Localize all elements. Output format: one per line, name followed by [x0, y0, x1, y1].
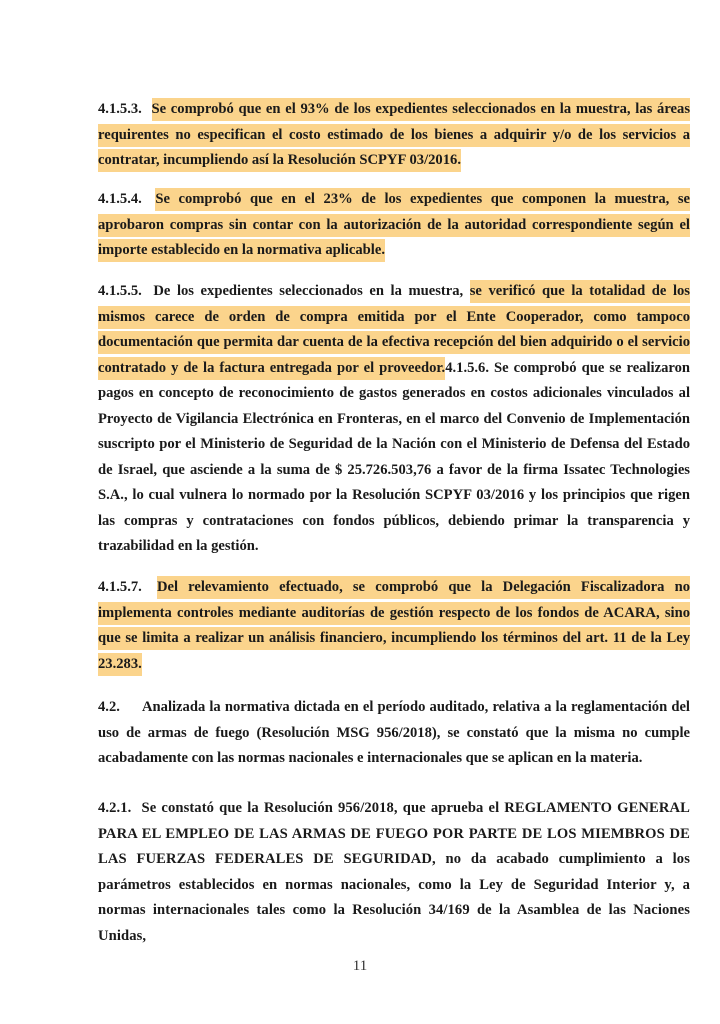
paragraph-4-1-5-6-text: 4.1.5.6. Se comprobó que se realizaron pagos en concepto de reconocimiento de gastos generados en costos adicionales vinculados al Proyecto de Vigilancia Electrónica en Fronteras, en el marco del Convenio de Implementación suscripto por el Ministerio de Seguridad de la Nación con el Ministerio de Defensa del Estado de Israel, que asciende a la suma de $ 25.726.503,76 a favor de la firma Issatec Technologies S.A., lo cual vulnera lo normado por la Resolución SCPYF 03/2016 y los principios que rigen las compras y contrataciones con fondos públicos, debiendo primar la transparencia y trazabilidad en la gestión. [98, 359, 690, 554]
paragraph-4-1-5-7 [98, 575, 690, 677]
paragraph-4-1-5-3 [98, 97, 690, 174]
highlighted-text: se verificó que la totalidad de los mismos carece de orden de compra emitida por el Ente Cooperador, como tampoco documentación que permita dar cuenta de la efectiva recepción del bien adquirido o el servicio contratado y de la factura entregada por el proveedor. [98, 280, 690, 380]
paragraph-number: 4.2. [98, 699, 120, 715]
highlighted-text: Se comprobó que en el 93% de los expedientes seleccionados en la muestra, las áreas requirentes no especifican el costo estimado de los bienes a adquirir y/o de los servicios a contratar, incumpliendo así la Resolución SCPYF 03/2016. [98, 98, 690, 172]
paragraph-4-2-1 [98, 796, 690, 949]
highlighted-text: Del relevamiento efectuado, se comprobó que la Delegación Fiscalizadora no implementa controles mediante auditorías de gestión respecto de los fondos de ACARA, sino que se limita a realizar un análisis financiero, incumpliendo los términos del art. 11 de la Ley 23.283. [98, 576, 690, 676]
highlighted-text: Se comprobó que en el 23% de los expedientes que componen la muestra, se aprobaron compras sin contar con la autorización de la autoridad correspondiente según el importe establecido en la normativa aplicable. [98, 188, 690, 262]
page-number: 11 [352, 958, 368, 974]
paragraph-4-2 [98, 695, 690, 772]
paragraph-text: Analizada la normativa dictada en el período auditado, relativa a la reglamentación del uso de armas de fuego (Resolución MSG 956/2018), se constató que la misma no cumple acabadamente con las normas nacionales e internacionales que se aplican en la materia. [98, 699, 690, 766]
paragraph-number: 4.1.5.4. [98, 191, 142, 207]
paragraph-number: 4.2.1. [98, 800, 132, 816]
paragraph-number: 4.1.5.7. [98, 579, 142, 595]
paragraph-text: Se constató que la Resolución 956/2018, que aprueba el REGLAMENTO GENERAL PARA EL EMPLEO DE LAS ARMAS DE FUEGO POR PARTE DE LOS MIEMBROS DE LAS FUERZAS FEDERALES DE SEGURIDAD, no da acabado cumplimiento a los parámetros establecidos en normas nacionales, como la Ley de Seguridad Interior y, a normas internacionales tales como la Resolución 34/169 de la Asamblea de las Naciones Unidas, [98, 800, 691, 944]
paragraph-number: 4.1.5.5. [98, 283, 142, 299]
paragraph-4-1-5-5 [98, 279, 690, 560]
paragraph-number: 4.1.5.3. [98, 101, 142, 117]
paragraph-4-1-5-4 [98, 187, 690, 264]
plain-text: De los expedientes seleccionados en la muestra, [153, 283, 464, 299]
